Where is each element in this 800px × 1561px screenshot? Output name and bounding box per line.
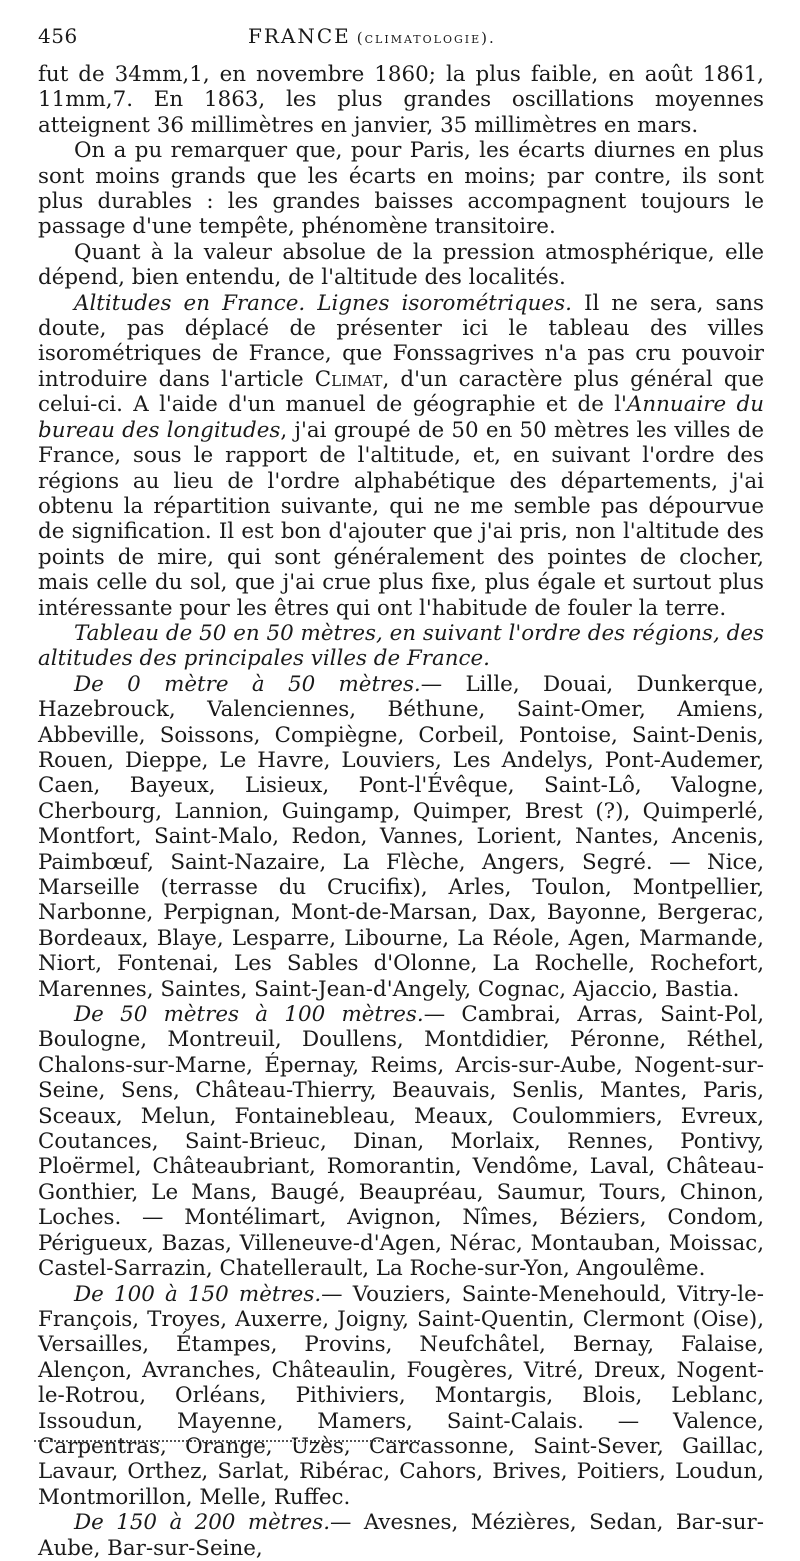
band-heading-100-150: De 100 à 150 mètres. bbox=[74, 1281, 322, 1307]
footer-dotted-rule bbox=[34, 1440, 420, 1442]
running-title: FRANCE bbox=[248, 24, 351, 48]
altitude-band-150-200 bbox=[38, 1510, 764, 1561]
running-subtitle: (climatologie). bbox=[356, 29, 496, 47]
paragraph-absolute-pressure: Quant à la valeur absolue de la pression atmosphérique, elle dépend, bien entendu, de l'altitude des localités. bbox=[38, 239, 764, 291]
altitudes-text-a: Il ne sera, sans doute, pas déplacé de présenter ici le tableau des villes isorométriques de France, que Fonssagrives n'a pas cru pouvoir introduire dans l'article bbox=[38, 290, 765, 392]
band-towns-0-50: — Lille, Douai, Dunkerque, Hazebrouck, Valenciennes, Béthune, Saint-Omer, Amiens, Abbeville, Soissons, Compiègne, Corbeil, Pontoise, Saint-Denis, Rouen, Dieppe, Le Havre, Louviers, Les Andelys, Pont-Audemer, Caen, Bayeux, Lisieux, Pont-l'Évêque, Saint-Lô, Valogne, Cherbourg, Lannion, Guingamp, Quimper, Brest (?), Quimperlé, Montfort, Saint-Malo, Redon, Vannes, Lorient, Nantes, Ancenis, Paimbœuf, Saint-Nazaire, La Flèche, Angers, Segré. — Nice, Marseille (terrasse du Crucifix), Arles, Toulon, Montpellier, Narbonne, Perpignan, Mont-de-Marsan, Dax, Bayonne, Bergerac, Bordeaux, Blaye, Lesparre, Libourne, La Réole, Agen, Marmande, Niort, Fontenai, Les Sables d'Olonne, La Rochelle, Rochefort, Marennes, Saintes, Saint-Jean-d'Angely, Cognac, Ajaccio, Bastia. bbox=[38, 671, 764, 1002]
paragraph-diurnal-gaps: On a pu remarquer que, pour Paris, les écarts diurnes en plus sont moins grands que les écarts en moins; par contre, ils sont plus durables : les grandes baisses accompagnent toujours le passage d'une tempête, phénomène transitoire. bbox=[38, 138, 764, 240]
band-towns-100-150: — Vouziers, Sainte-Menehould, Vitry-le-François, Troyes, Auxerre, Joigny, Saint-Quentin, Clermont (Oise), Versailles, Étampes, Provins, Neufchâtel, Bernay, Falaise, Alençon, Avranches, Châteaulin, Fougères, Vitré, Dreux, Nogent-le-Rotrou, Orléans, Pithiviers, Montargis, Blois, Leblanc, Issoudun, Mayenne, Mamers, Saint-Calais. — Valence, Carpentras, Orange, Uzès, Carcassonne, Saint-Sever, Gaillac, Lavaur, Orthez, Sarlat, Ribérac, Cahors, Brives, Poitiers, Loudun, Montmorillon, Melle, Ruffec. bbox=[38, 1281, 764, 1510]
climat-reference: Climat bbox=[314, 366, 383, 392]
band-heading-0-50: De 0 mètre à 50 mètres. bbox=[74, 671, 421, 697]
band-towns-50-100: — Cambrai, Arras, Saint-Pol, Boulogne, Montreuil, Doullens, Montdidier, Péronne, Réthel, Chalons-sur-Marne, Épernay, Reims, Arcis-sur-Aube, Nogent-sur-Seine, Sens, Château-Thierry, Beauvais, Senlis, Mantes, Paris, Sceaux, Melun, Fontainebleau, Meaux, Coulommiers, Evreux, Coutances, Saint-Brieuc, Dinan, Morlaix, Rennes, Pontivy, Ploërmel, Châteaubriant, Romorantin, Vendôme, Laval, Château-Gonthier, Le Mans, Baugé, Beaupréau, Saumur, Tours, Chinon, Loches. — Montélimart, Avignon, Nîmes, Béziers, Condom, Périgueux, Bazas, Villeneuve-d'Agen, Nérac, Montauban, Moissac, Castel-Sarrazin, Chatellerault, La Roche-sur-Yon, Angoulême. bbox=[38, 1002, 764, 1282]
document-page bbox=[38, 24, 764, 1561]
altitude-band-0-50 bbox=[38, 672, 764, 1002]
section-heading-altitudes: Altitudes en France. Lignes isorométriques. bbox=[74, 290, 572, 316]
page-number: 456 bbox=[38, 24, 78, 48]
table-caption: Tableau de 50 en 50 mètres, en suivant l'ordre des régions, des altitudes des principales villes de France. bbox=[38, 620, 764, 672]
altitudes-text-c: , j'ai groupé de 50 en 50 mètres les villes de France, sous le rapport de l'altitude, et, en suivant l'ordre des régions au lieu de l'ordre alphabétique des départements, j'ai obtenu la répartition suivante, qui ne me semble pas dépourvue de signification. Il est bon d'ajouter que j'ai pris, non l'altitude des points de mire, qui sont généralement des pointes de clocher, mais celle du sol, que j'ai crue plus fixe, plus égale et surtout plus intéressante pour les êtres qui ont l'habitude de fouler la terre. bbox=[38, 417, 765, 621]
running-header bbox=[38, 24, 764, 56]
band-towns-150-200: — Avesnes, Mézières, Sedan, Bar-sur-Aube, Bar-sur-Seine, bbox=[38, 1510, 764, 1561]
altitude-band-50-100 bbox=[38, 1002, 764, 1281]
annuaire-reference: Annuaire du bureau des longitudes bbox=[38, 392, 764, 443]
paragraph-pressure-extremes: fut de 34mm,1, en novembre 1860; la plus faible, en août 1861, 11mm,7. En 1863, les plus grandes oscillations moyennes atteignent 36 millimètres en janvier, 35 millimètres en mars. bbox=[38, 62, 764, 138]
band-heading-150-200: De 150 à 200 mètres. bbox=[74, 1510, 331, 1536]
paragraph-altitudes bbox=[38, 291, 764, 621]
altitudes-text-b: , d'un caractère plus général que celui-ci. A l'aide d'un manuel de géographie et de l' bbox=[38, 366, 764, 418]
band-heading-50-100: De 50 mètres à 100 mètres. bbox=[74, 1002, 424, 1028]
